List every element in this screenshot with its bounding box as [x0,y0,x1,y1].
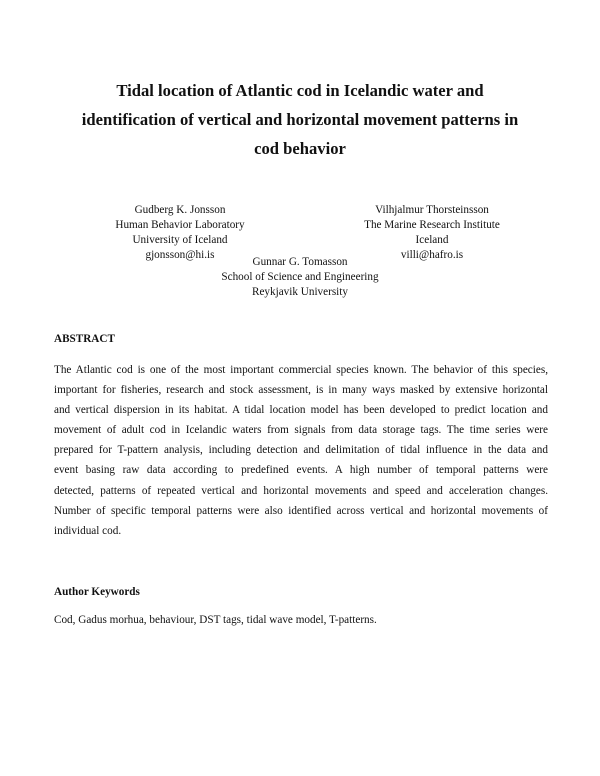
author-block-jonsson [90,203,270,263]
author-affiliation: The Marine Research Institute [364,219,500,231]
author-institution: Iceland [415,234,449,246]
abstract-heading: ABSTRACT [54,333,115,345]
author-affiliation: School of Science and Engineering [221,271,379,283]
author-block-tomasson [190,255,410,300]
title-line: identification of vertical and horizontal movement patterns in [81,110,519,129]
keywords-heading: Author Keywords [54,586,140,598]
abstract-line: movement of adult cod in Icelandic waters from signals from data storage tags. The time series were [54,424,548,437]
abstract-line: Number of specific temporal patterns were also identified across vertical and horizontal movements of [54,504,548,517]
author-name: Vilhjalmur Thorsteinsson [375,204,489,216]
author-name: Gunnar G. Tomasson [252,256,348,268]
abstract-line: event basing raw data according to predefined events. A high number of temporal patterns were [54,464,548,477]
paper-title [40,76,560,163]
abstract-line: prepared for T-pattern analysis, including detection and delimitation of tidal influence in the data and [54,444,548,457]
author-email: villi@hafro.is [400,249,464,261]
author-institution: University of Iceland [132,234,228,246]
title-line: Tidal location of Atlantic cod in Icelandic water and [116,81,484,100]
title-line: cod behavior [254,139,346,158]
abstract-line: and vertical dispersion in its habitat. A tidal location model has been developed to predict location and [54,404,548,417]
abstract-line: important for fisheries, research and stock assessment, is in many ways masked by extensive horizontal [54,384,548,397]
author-block-thorsteinsson [342,203,522,263]
abstract-line: The Atlantic cod is one of the most important commercial species known. The behavior of this species, [54,364,548,376]
abstract-body [54,360,548,541]
keywords-text: Cod, Gadus morhua, behaviour, DST tags, tidal wave model, T-patterns. [54,614,377,626]
author-name: Gudberg K. Jonsson [134,204,226,216]
author-email: gjonsson@hi.is [145,249,215,261]
author-institution: Reykjavik University [251,286,348,298]
author-affiliation: Human Behavior Laboratory [115,219,245,231]
abstract-line: individual cod. [54,524,122,537]
abstract-line: detected, patterns of repeated vertical and horizontal movements and speed and acceleration changes. [54,484,548,497]
